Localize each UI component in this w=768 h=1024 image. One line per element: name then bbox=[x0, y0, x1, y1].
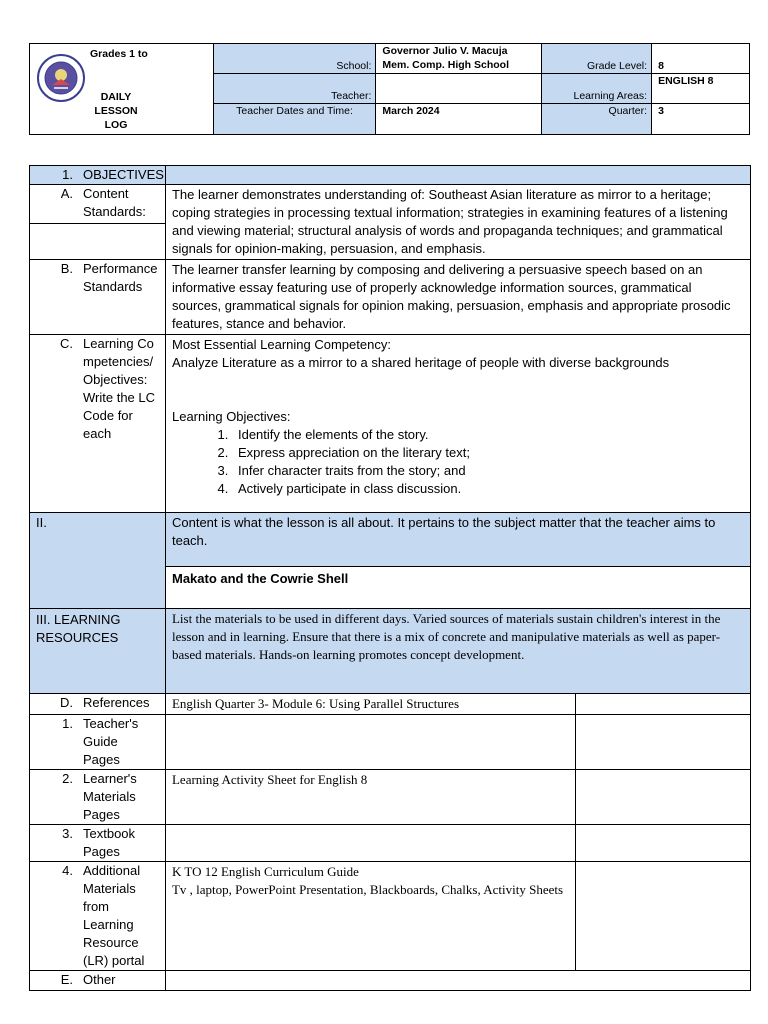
list-item: 3. Infer character traits from the story; and bbox=[232, 462, 744, 480]
references-label: D. References bbox=[30, 694, 166, 715]
objectives-header-row bbox=[30, 166, 751, 185]
learning-areas-label: Learning Areas: bbox=[542, 74, 652, 104]
additional-materials-row bbox=[30, 862, 751, 971]
school-label: School: bbox=[213, 44, 376, 74]
dates-label: Teacher Dates and Time: bbox=[213, 104, 376, 135]
teachers-guide-label: 1. Teacher's Guide Pages bbox=[30, 715, 166, 770]
resources-description: List the materials to be used in different days. Varied sources of materials sustain children's interest in the lesson and in learning. Ensure that there is a mix of concrete and manipulative materials as well as paper-based materials. Hands-on learning promotes concept development. bbox=[165, 609, 750, 694]
melc-label: Most Essential Learning Competency: bbox=[171, 337, 391, 352]
school-value: Governor Julio V. Macuja Mem. Comp. High School bbox=[376, 44, 542, 74]
content-standards-label: A. Content Standards: bbox=[30, 185, 166, 224]
textbook-row bbox=[30, 825, 751, 862]
grade-level-label: Grade Level: bbox=[542, 44, 652, 74]
teacher-label: Teacher: bbox=[213, 74, 376, 104]
content-standards-row bbox=[30, 185, 751, 224]
lesson-table bbox=[29, 165, 751, 991]
melc-text: Analyze Literature as a mirror to a shared heritage of people with diverse backgrounds bbox=[171, 355, 670, 370]
learning-objectives-label: Learning Objectives: bbox=[171, 409, 291, 424]
learning-objectives-list bbox=[172, 426, 744, 498]
other-row bbox=[30, 971, 751, 991]
quarter-value: 3 bbox=[652, 104, 750, 135]
grades-label: Grades 1 to bbox=[90, 48, 148, 60]
lesson-title: Makato and the Cowrie Shell bbox=[165, 567, 750, 609]
resources-heading: III. LEARNING RESOURCES bbox=[30, 609, 166, 694]
teacher-value bbox=[376, 74, 542, 104]
content-description: Content is what the lesson is all about. It pertains to the subject matter that the teacher aims to teach. bbox=[165, 513, 750, 567]
content-standards-text: The learner demonstrates understanding of: Southeast Asian literature as mirror to a heritage; coping strategies in processing textual information; strategies in examining features of a listening and viewing material; structural analysis of words and propaganda techniques; and grammatical signals for opinion-making, persuasion, and emphasis. bbox=[165, 185, 750, 260]
textbook-label: 3. Textbook Pages bbox=[30, 825, 166, 862]
header-left-cell bbox=[30, 44, 214, 135]
grade-level-value: 8 bbox=[652, 44, 750, 74]
content-heading: II. bbox=[30, 513, 166, 609]
references-text: English Quarter 3- Module 6: Using Parallel Structures bbox=[165, 694, 575, 715]
learning-areas-value: ENGLISH 8 bbox=[652, 74, 750, 104]
learners-materials-text: Learning Activity Sheet for English 8 bbox=[165, 770, 575, 825]
deped-seal-icon bbox=[36, 53, 86, 103]
header-table bbox=[29, 43, 750, 135]
competencies-row bbox=[30, 335, 751, 513]
additional-materials-text: K TO 12 English Curriculum Guide Tv , laptop, PowerPoint Presentation, Blackboards, Chalks, Activity Sheets bbox=[165, 862, 575, 971]
additional-materials-label: 4. Additional Materials from Learning Resource (LR) portal bbox=[30, 862, 166, 971]
references-row bbox=[30, 694, 751, 715]
other-label: E. Other bbox=[30, 971, 166, 991]
textbook-text bbox=[165, 825, 575, 862]
objectives-heading: 1. OBJECTIVES bbox=[30, 166, 166, 185]
competencies-text bbox=[165, 335, 750, 513]
performance-standards-text: The learner transfer learning by composing and delivering a persuasive speech based on an informative essay featuring use of properly acknowledge information sources, grammatical sources, grammatical signals for opinion making, persuasion, emphasis and appropriate prosodic features, stance and behavior. bbox=[165, 260, 750, 335]
performance-standards-row bbox=[30, 260, 751, 335]
learners-materials-label: 2. Learner's Materials Pages bbox=[30, 770, 166, 825]
competencies-label: C. Learning Competencies/Objectives: Write the LC Code for each bbox=[30, 335, 166, 513]
resources-row bbox=[30, 609, 751, 694]
list-item: 4. Actively participate in class discussion. bbox=[232, 480, 744, 498]
performance-standards-label: B. Performance Standards bbox=[30, 260, 166, 335]
teachers-guide-text bbox=[165, 715, 575, 770]
dates-value: March 2024 bbox=[376, 104, 542, 135]
content-row bbox=[30, 513, 751, 567]
learners-materials-row bbox=[30, 770, 751, 825]
list-item: 1. Identify the elements of the story. bbox=[232, 426, 744, 444]
teachers-guide-row bbox=[30, 715, 751, 770]
list-item: 2. Express appreciation on the literary text; bbox=[232, 444, 744, 462]
doc-title: DAILY LESSON LOG bbox=[94, 91, 138, 131]
quarter-label: Quarter: bbox=[542, 104, 652, 135]
